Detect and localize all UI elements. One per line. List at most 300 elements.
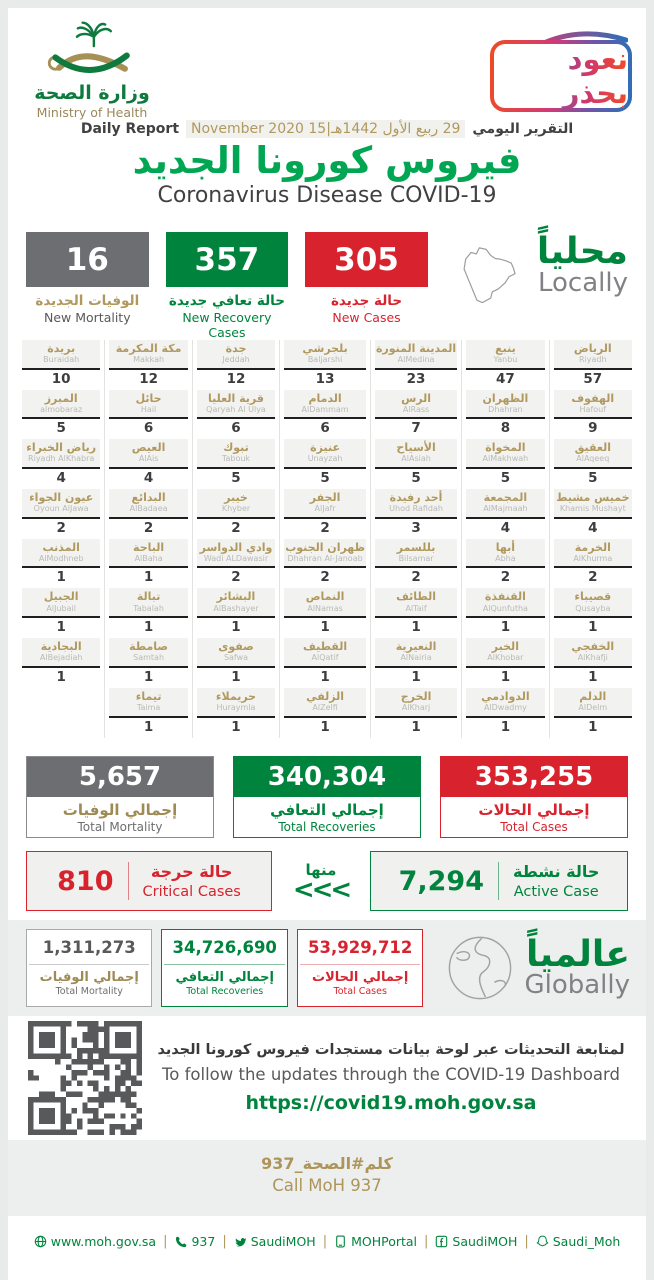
city-name-ar: قرية العليا xyxy=(208,391,264,405)
city-cell xyxy=(197,638,275,687)
report-date-hijri: 29 ربيع الأول 1442هـ xyxy=(330,121,461,137)
city-count: 1 xyxy=(588,619,598,636)
city-name-en: Khyber xyxy=(221,504,251,514)
city-name-en: Unayzah xyxy=(307,454,343,464)
total-cases-label-ar: إجمالي الحالات xyxy=(478,801,590,819)
city-name-en: Jeddah xyxy=(222,355,250,365)
city-name-en: AlBashayer xyxy=(213,603,259,613)
city-name-ar: الطائف xyxy=(396,590,437,604)
city-name-en: AlAsiah xyxy=(401,454,431,464)
city-name xyxy=(22,340,100,370)
footer-separator: | xyxy=(322,1234,328,1249)
total-recoveries-label-ar: إجمالي التعافي xyxy=(270,801,384,819)
footer-link-label: Saudi_Moh xyxy=(552,1234,621,1249)
global-cases-box xyxy=(297,929,423,1007)
city-count: 9 xyxy=(588,420,598,437)
city-name xyxy=(22,588,100,618)
total-recoveries-box xyxy=(233,756,421,838)
footer-link-snapchat[interactable] xyxy=(536,1234,621,1249)
city-count: 5 xyxy=(588,470,598,487)
city-name-ar: البدائع xyxy=(131,491,166,505)
city-cell xyxy=(109,588,187,637)
city-name xyxy=(197,340,275,370)
city-name-ar: رياض الخبراء xyxy=(26,441,97,455)
global-cases-label-en: Total Cases xyxy=(333,986,387,997)
city-name-ar: الدلم xyxy=(579,689,607,703)
total-recoveries-label-en: Total Recoveries xyxy=(278,820,376,834)
city-count: 1 xyxy=(231,668,241,685)
globally-heading-ar: عالمياً xyxy=(526,934,631,976)
city-name-ar: جدة xyxy=(225,342,247,355)
city-name xyxy=(109,340,187,370)
city-name xyxy=(22,539,100,569)
city-name xyxy=(284,439,366,469)
city-name-ar: الخرج xyxy=(400,689,432,703)
city-name xyxy=(284,688,366,718)
city-name-ar: صفوى xyxy=(218,640,254,654)
qr-code xyxy=(28,1021,142,1135)
city-cell xyxy=(284,638,366,687)
city-cell xyxy=(197,340,275,389)
locally-heading-en: Locally xyxy=(537,267,628,298)
city-name-ar: بللسمر xyxy=(396,540,436,554)
city-count: 23 xyxy=(406,370,426,387)
city-cell xyxy=(109,688,187,737)
city-name xyxy=(284,638,366,668)
city-name-ar: القنفذة xyxy=(484,590,526,604)
snapchat-icon xyxy=(536,1235,549,1248)
city-cell xyxy=(109,439,187,488)
city-cell xyxy=(554,489,632,538)
city-name xyxy=(466,588,544,618)
city-name xyxy=(466,390,544,420)
city-name xyxy=(554,638,632,668)
city-count: 4 xyxy=(500,519,511,536)
city-column xyxy=(192,340,279,738)
city-name-en: Hafouf xyxy=(579,404,607,414)
city-name-ar: النعيرية xyxy=(395,640,437,654)
critical-cases-labels xyxy=(143,862,241,900)
city-cell xyxy=(22,489,100,538)
moh-logo xyxy=(26,18,158,120)
total-cases-value: 353,255 xyxy=(441,757,627,797)
city-cases-grid xyxy=(18,340,636,738)
city-name xyxy=(466,340,544,370)
city-name-en: AlAqeeq xyxy=(576,454,610,464)
city-name-en: AlDelm xyxy=(578,702,608,712)
city-name xyxy=(109,588,187,618)
city-name-ar: المجمعة xyxy=(483,491,528,505)
city-name-en: Tabalah xyxy=(133,603,164,613)
city-count: 57 xyxy=(583,370,603,387)
city-count: 1 xyxy=(588,718,598,735)
city-name xyxy=(197,688,275,718)
city-cell xyxy=(284,588,366,637)
title-block xyxy=(8,120,646,208)
city-name-en: Buraidah xyxy=(43,355,80,365)
city-cell xyxy=(109,489,187,538)
city-cell xyxy=(554,588,632,637)
city-name-ar: المذنب xyxy=(42,540,80,554)
city-name xyxy=(466,489,544,519)
city-name-ar: الجبيل xyxy=(43,590,79,604)
city-name xyxy=(197,489,275,519)
city-name xyxy=(284,340,366,370)
city-name xyxy=(284,588,366,618)
city-count: 6 xyxy=(143,420,154,437)
city-count: 1 xyxy=(143,569,154,586)
twitter-icon xyxy=(234,1235,247,1248)
city-cell xyxy=(554,439,632,488)
locally-stats-row xyxy=(26,231,632,340)
footer-link-label: SaudiMOH xyxy=(250,1234,316,1249)
city-name-en: Riyadh xyxy=(579,355,607,365)
city-count: 4 xyxy=(56,470,66,487)
return-with-caution-badge xyxy=(490,34,632,112)
city-cell xyxy=(375,688,457,737)
city-name-en: Huraymla xyxy=(216,702,256,712)
globe-icon xyxy=(444,930,516,1006)
city-count: 10 xyxy=(51,370,71,387)
city-name-en: Uhod Rafidah xyxy=(389,504,443,514)
city-name-en: AlTaif xyxy=(405,603,427,613)
city-name-ar: الظهران xyxy=(482,391,529,405)
city-cell xyxy=(284,688,366,737)
total-recoveries-value: 340,304 xyxy=(234,757,420,797)
city-name-en: Samtah xyxy=(133,653,165,663)
city-cell xyxy=(466,340,544,389)
of-which-label-ar: منها xyxy=(305,860,337,879)
new-cases-stat xyxy=(305,232,428,325)
global-mortality-label-en: Total Mortality xyxy=(55,986,123,997)
global-recoveries-value: 34,726,690 xyxy=(172,938,277,957)
city-count: 7 xyxy=(411,420,421,437)
city-name-en: Qusayba xyxy=(575,603,611,613)
moh-name-en: Ministry of Health xyxy=(36,105,148,120)
city-name-ar: المخواة xyxy=(485,441,526,455)
daily-report-label-en: Daily Report xyxy=(80,121,180,137)
city-count: 2 xyxy=(231,519,241,536)
new-mortality-label-en: New Mortality xyxy=(43,310,131,325)
new-recoveries-label-en: New Recovery Cases xyxy=(182,310,272,340)
city-count: 2 xyxy=(231,569,241,586)
city-count: 2 xyxy=(56,519,66,536)
city-cell xyxy=(554,638,632,687)
city-name xyxy=(284,390,366,420)
city-name xyxy=(466,638,544,668)
call-moh-en: Call MoH 937 xyxy=(272,1176,382,1195)
date-separator: | xyxy=(326,121,331,137)
city-name xyxy=(109,390,187,420)
footer-link-moh-portal[interactable] xyxy=(334,1234,417,1249)
footer-separator: | xyxy=(163,1234,168,1249)
footer-links xyxy=(8,1234,646,1249)
city-name-en: AlKhafji xyxy=(577,653,608,663)
city-cell xyxy=(375,489,457,538)
city-cell xyxy=(284,439,366,488)
city-name-ar: حريملاء xyxy=(215,689,257,703)
footer-link-phone[interactable] xyxy=(174,1234,215,1249)
city-name-ar: العيص xyxy=(131,441,166,455)
city-name-en: AlMajmaah xyxy=(483,504,528,514)
moh-emblem-icon xyxy=(37,18,147,80)
footer-link-label: 937 xyxy=(191,1234,216,1249)
city-cell xyxy=(197,439,275,488)
critical-cases-box xyxy=(26,851,272,911)
footer-link-twitter[interactable] xyxy=(234,1234,316,1249)
city-cell xyxy=(375,539,457,588)
city-count: 12 xyxy=(139,370,158,387)
city-cell xyxy=(554,390,632,439)
city-name-ar: النماص xyxy=(305,590,345,604)
active-cases-labels xyxy=(513,862,599,900)
city-name-en: Safwa xyxy=(223,653,249,663)
city-name-ar: أبها xyxy=(495,540,516,554)
city-name-en: AlZelfi xyxy=(312,702,338,712)
city-name xyxy=(22,439,100,469)
city-name-ar: عيون الجواء xyxy=(29,491,94,505)
city-name xyxy=(554,439,632,469)
new-mortality-value: 16 xyxy=(26,232,149,287)
city-name-en: Tabouk xyxy=(221,454,251,464)
city-count: 1 xyxy=(411,668,421,685)
report-canvas xyxy=(8,8,646,1280)
city-cell xyxy=(197,489,275,538)
footer-link-label: www.moh.gov.sa xyxy=(50,1234,157,1249)
city-name xyxy=(554,340,632,370)
city-name xyxy=(109,439,187,469)
city-name xyxy=(22,489,100,519)
page-title-en: Coronavirus Disease COVID-19 xyxy=(157,182,497,208)
critical-cases-label-ar: حالة حرجة xyxy=(150,862,233,881)
city-name-ar: صامطة xyxy=(129,640,169,654)
city-name-en: Abha xyxy=(495,553,516,563)
critical-cases-value: 810 xyxy=(57,865,114,897)
city-cell xyxy=(22,439,100,488)
city-name-en: AlNamas xyxy=(307,603,343,613)
total-mortality-label-ar: إجمالي الوفيات xyxy=(62,801,178,819)
city-name-en: Dhahran xyxy=(488,404,523,414)
city-count: 3 xyxy=(411,519,421,536)
city-name xyxy=(197,390,275,420)
footer-link-website[interactable] xyxy=(34,1234,156,1249)
city-name xyxy=(554,688,632,718)
dashboard-section xyxy=(28,1022,630,1134)
city-name-en: Oyoun AlJawa xyxy=(33,504,89,514)
city-name-en: AlKhobar xyxy=(487,653,524,663)
globally-heading-en: Globally xyxy=(524,969,631,1000)
city-cell xyxy=(466,638,544,687)
call-moh-ar: كلم#الصحة_937 xyxy=(261,1154,393,1173)
city-count: 8 xyxy=(500,420,511,437)
city-name-ar: بلجرشي xyxy=(302,342,348,355)
city-name xyxy=(375,439,457,469)
city-name-ar: قصيباء xyxy=(574,590,612,604)
city-count: 1 xyxy=(56,619,66,636)
badge-text: نعود بحذر xyxy=(494,42,628,110)
city-name-en: AlJubail xyxy=(46,603,76,613)
city-name-ar: الدوادمي xyxy=(481,689,530,703)
city-name-ar: البشائر xyxy=(216,590,256,604)
city-column xyxy=(104,340,191,738)
city-count: 5 xyxy=(411,470,421,487)
city-name-en: Hail xyxy=(140,404,157,414)
facebook-icon xyxy=(435,1235,448,1248)
city-cell xyxy=(284,340,366,389)
city-name-en: AlNairia xyxy=(400,653,432,663)
total-mortality-box xyxy=(26,756,214,838)
city-name-en: Bilsamar xyxy=(398,553,434,563)
city-name-en: AlBaha xyxy=(134,553,163,563)
footer-link-facebook[interactable] xyxy=(435,1234,517,1249)
city-cell xyxy=(375,588,457,637)
city-name xyxy=(554,539,632,569)
city-name-en: AlDwadmy xyxy=(483,702,527,712)
critical-cases-label-en: Critical Cases xyxy=(142,884,241,900)
new-cases-label-en: New Cases xyxy=(332,310,401,325)
city-count: 6 xyxy=(231,420,241,437)
city-name-ar: المبرز xyxy=(44,391,78,405)
city-name xyxy=(466,688,544,718)
divider xyxy=(128,862,129,900)
city-name-ar: القطيف xyxy=(303,640,348,654)
city-name xyxy=(375,390,457,420)
city-name-ar: الرياض xyxy=(573,342,612,355)
dashboard-text xyxy=(142,1042,630,1114)
city-cell xyxy=(375,638,457,687)
city-name-ar: الخرمة xyxy=(574,540,611,554)
city-count: 1 xyxy=(143,619,154,636)
total-cases-label-en: Total Cases xyxy=(500,820,568,834)
badge-border xyxy=(490,40,632,112)
active-cases-value: 7,294 xyxy=(398,865,484,897)
city-name xyxy=(284,539,366,569)
city-cell xyxy=(466,390,544,439)
city-name xyxy=(375,539,457,569)
total-cases-box xyxy=(440,756,628,838)
new-cases-label-ar: حالة جديدة xyxy=(330,293,403,309)
city-name-en: AlBadaea xyxy=(129,504,168,514)
city-count: 12 xyxy=(226,370,246,387)
city-name-en: Baljarshi xyxy=(307,355,343,365)
city-name-ar: عنيزة xyxy=(310,441,340,455)
city-name-ar: الجفر xyxy=(309,491,341,505)
city-column xyxy=(18,340,104,738)
city-name-ar: خيبر xyxy=(224,491,248,505)
city-cell xyxy=(375,340,457,389)
globally-band xyxy=(8,920,646,1016)
city-name-ar: وادي الدواسر xyxy=(199,540,273,554)
new-recoveries-stat xyxy=(166,232,289,340)
new-recoveries-value: 357 xyxy=(166,232,289,287)
dashboard-url-link[interactable]: https://covid19.moh.gov.sa xyxy=(245,1092,537,1114)
city-name xyxy=(375,340,457,370)
city-name-en: AlRass xyxy=(402,404,430,414)
city-name xyxy=(284,489,366,519)
city-count: 1 xyxy=(231,718,241,735)
city-name-ar: خميس مشيط xyxy=(556,491,630,505)
globally-heading xyxy=(524,936,632,1000)
city-count: 2 xyxy=(320,569,330,586)
report-date-gregorian: 15 November 2020 xyxy=(191,121,327,137)
footer-link-label: MOHPortal xyxy=(351,1234,418,1249)
city-name-en: AlModhneb xyxy=(38,553,84,563)
global-mortality-box xyxy=(26,929,152,1007)
city-count: 5 xyxy=(320,470,330,487)
new-mortality-label-ar: الوفيات الجديدة xyxy=(35,293,140,309)
global-recoveries-label-en: Total Recoveries xyxy=(186,986,264,997)
city-name-ar: أحد رفيدة xyxy=(389,491,443,505)
of-which-indicator xyxy=(272,860,370,905)
city-cell xyxy=(197,390,275,439)
city-name-en: AlAis xyxy=(138,454,159,464)
city-count: 1 xyxy=(588,668,598,685)
global-mortality-value: 1,311,273 xyxy=(42,938,136,957)
city-count: 2 xyxy=(143,519,154,536)
city-count: 1 xyxy=(500,718,511,735)
city-count: 4 xyxy=(143,470,154,487)
city-count: 5 xyxy=(56,420,66,437)
city-name xyxy=(22,390,100,420)
active-cases-box xyxy=(370,851,628,911)
city-cell xyxy=(554,340,632,389)
global-recoveries-box xyxy=(161,929,287,1007)
city-count: 1 xyxy=(320,619,330,636)
city-count: 1 xyxy=(320,718,330,735)
footer-separator: | xyxy=(424,1234,429,1249)
footer-separator: | xyxy=(524,1234,529,1249)
city-name xyxy=(375,588,457,618)
city-name xyxy=(197,638,275,668)
city-name-ar: الهفوف xyxy=(571,391,615,405)
city-name-en: Khamis Mushayt xyxy=(559,504,626,514)
city-cell xyxy=(466,489,544,538)
city-cell xyxy=(284,539,366,588)
badge-inner xyxy=(494,44,628,108)
city-count: 6 xyxy=(320,420,330,437)
city-name-en: AlKhurma xyxy=(573,553,613,563)
city-name-en: Taima xyxy=(136,702,161,712)
city-count: 1 xyxy=(231,619,241,636)
new-cases-value: 305 xyxy=(305,232,428,287)
total-mortality-value: 5,657 xyxy=(27,757,213,797)
city-column xyxy=(279,340,370,738)
city-count: 2 xyxy=(500,569,511,586)
dashboard-line-en: To follow the updates through the COVID-19 Dashboard xyxy=(161,1065,620,1084)
page-title-ar: فيروس كورونا الجديد xyxy=(132,139,522,182)
saudi-arabia-map-icon xyxy=(455,234,531,318)
globe-icon xyxy=(34,1235,47,1248)
city-name-en: AlMedina xyxy=(397,355,435,365)
app-icon xyxy=(334,1235,347,1248)
phone-icon xyxy=(174,1235,187,1248)
city-name xyxy=(375,638,457,668)
city-name-ar: ظهران الجنوب xyxy=(285,540,365,554)
global-cases-value: 53,929,712 xyxy=(308,938,413,957)
city-count: 1 xyxy=(143,668,154,685)
city-name xyxy=(109,489,187,519)
city-count: 4 xyxy=(588,519,598,536)
global-mortality-label-ar: إجمالي الوفيات xyxy=(39,970,139,985)
city-cell xyxy=(284,390,366,439)
city-count: 1 xyxy=(411,619,421,636)
city-cell xyxy=(284,489,366,538)
city-name-en: Makkah xyxy=(133,355,165,365)
city-cell xyxy=(22,539,100,588)
divider xyxy=(29,964,149,965)
city-count: 5 xyxy=(500,470,511,487)
city-name-en: AlQunfutha xyxy=(482,603,528,613)
